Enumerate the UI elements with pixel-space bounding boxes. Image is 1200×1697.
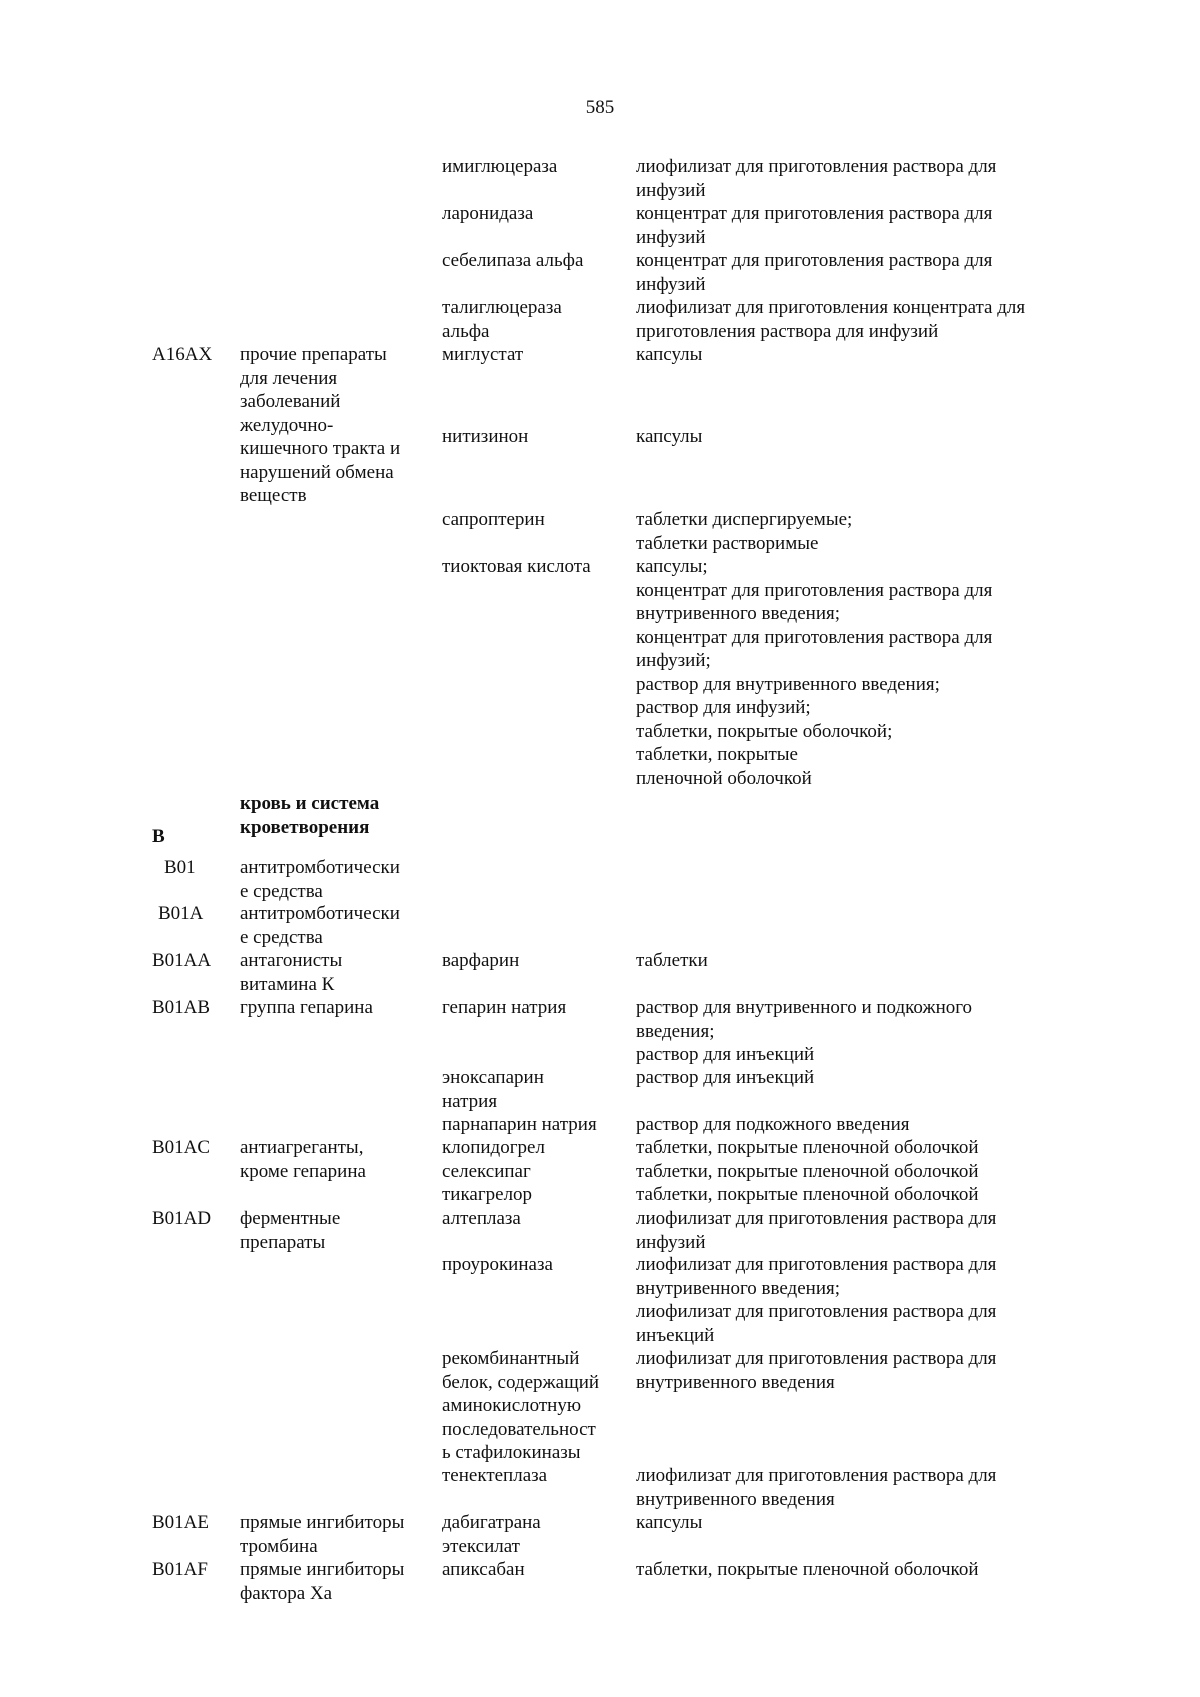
drug-name: проурокиназа bbox=[442, 1254, 553, 1275]
atc-code: B01AD bbox=[152, 1208, 212, 1229]
dosage-form: концентрат для приготовления раствора для инфузий bbox=[636, 250, 993, 295]
group-name: прочие препараты для лечения заболеваний желудочно- кишечного тракта и нарушений обмена веществ bbox=[240, 344, 401, 506]
dosage-form: таблетки диспергируемые; таблетки растворимые bbox=[636, 509, 853, 554]
group-name: кровь и система кроветворения bbox=[240, 793, 380, 838]
dosage-form: лиофилизат для приготовления раствора для внутривенного введения; лиофилизат для приготовления раствора для инъекций bbox=[636, 1254, 997, 1346]
page-number: 585 bbox=[585, 97, 615, 118]
dosage-form: лиофилизат для приготовления концентрата для приготовления раствора для инфузий bbox=[636, 297, 1026, 342]
drug-name: эноксапарин натрия bbox=[442, 1067, 544, 1112]
drug-name: сапроптерин bbox=[442, 509, 545, 530]
dosage-form: капсулы; концентрат для приготовления раствора для внутривенного введения; концентрат для приготовления раствора для инфузий; раствор для внутривенного введения; раствор для инфузий; таблетки, покрытые оболочкой; таблетки, покрытые пленочной оболочкой bbox=[636, 556, 993, 789]
group-name: прямые ингибиторы тромбина bbox=[240, 1512, 405, 1557]
dosage-form: лиофилизат для приготовления раствора для внутривенного введения bbox=[636, 1348, 997, 1393]
group-name: антиагреганты, кроме гепарина bbox=[240, 1137, 366, 1182]
atc-code: B01AB bbox=[152, 997, 211, 1018]
dosage-form: таблетки, покрытые пленочной оболочкой bbox=[636, 1161, 979, 1182]
dosage-form: капсулы bbox=[636, 426, 703, 447]
drug-name: нитизинон bbox=[442, 426, 529, 447]
drug-name: алтеплаза bbox=[442, 1208, 521, 1229]
drug-name: парнапарин натрия bbox=[442, 1114, 597, 1135]
dosage-form: раствор для подкожного введения bbox=[636, 1114, 910, 1135]
drug-name: тиоктовая кислота bbox=[442, 556, 591, 577]
dosage-form: лиофилизат для приготовления раствора для внутривенного введения bbox=[636, 1465, 997, 1510]
dosage-form: таблетки, покрытые пленочной оболочкой bbox=[636, 1137, 979, 1158]
group-name: группа гепарина bbox=[240, 997, 373, 1018]
dosage-form: лиофилизат для приготовления раствора для инфузий bbox=[636, 156, 997, 201]
drug-name: дабигатрана этексилат bbox=[442, 1512, 541, 1557]
drug-name: гепарин натрия bbox=[442, 997, 567, 1018]
group-name: прямые ингибиторы фактора Ха bbox=[240, 1559, 405, 1604]
drug-name: апиксабан bbox=[442, 1559, 525, 1580]
drug-name: тенектеплаза bbox=[442, 1465, 548, 1486]
atc-code: B01AA bbox=[152, 950, 212, 971]
dosage-form: раствор для внутривенного и подкожного введения; раствор для инъекций bbox=[636, 997, 973, 1065]
drug-name: талиглюцераза альфа bbox=[442, 297, 562, 342]
dosage-form: таблетки bbox=[636, 950, 708, 971]
drug-name: клопидогрел bbox=[442, 1137, 545, 1158]
dosage-form: капсулы bbox=[636, 344, 703, 365]
group-name: антагонисты витамина К bbox=[240, 950, 343, 995]
dosage-form: лиофилизат для приготовления раствора для инфузий bbox=[636, 1208, 997, 1253]
dosage-form: таблетки, покрытые пленочной оболочкой bbox=[636, 1559, 979, 1580]
drug-name: рекомбинантный белок, содержащий аминокислотную последовательност ь стафилокиназы bbox=[442, 1348, 600, 1463]
drug-name: ларонидаза bbox=[442, 203, 534, 224]
drug-name: имиглюцераза bbox=[442, 156, 558, 177]
atc-code: B01A bbox=[158, 903, 204, 924]
drug-name: тикагрелор bbox=[442, 1184, 533, 1205]
dosage-form: таблетки, покрытые пленочной оболочкой bbox=[636, 1184, 979, 1205]
dosage-form: раствор для инъекций bbox=[636, 1067, 815, 1088]
atc-code: B01 bbox=[164, 857, 196, 878]
dosage-form: концентрат для приготовления раствора для инфузий bbox=[636, 203, 993, 248]
dosage-form: капсулы bbox=[636, 1512, 703, 1533]
atc-code: A16AX bbox=[152, 344, 213, 365]
drug-name: селексипаг bbox=[442, 1161, 531, 1182]
atc-code: B bbox=[152, 826, 165, 847]
group-name: ферментные препараты bbox=[240, 1208, 341, 1253]
drug-name: варфарин bbox=[442, 950, 520, 971]
atc-code: B01AF bbox=[152, 1559, 208, 1580]
drug-name: себелипаза альфа bbox=[442, 250, 584, 271]
atc-code: B01AE bbox=[152, 1512, 209, 1533]
group-name: антитромботически е средства bbox=[240, 857, 400, 902]
atc-code: B01AC bbox=[152, 1137, 211, 1158]
group-name: антитромботически е средства bbox=[240, 903, 400, 948]
drug-name: миглустат bbox=[442, 344, 524, 365]
